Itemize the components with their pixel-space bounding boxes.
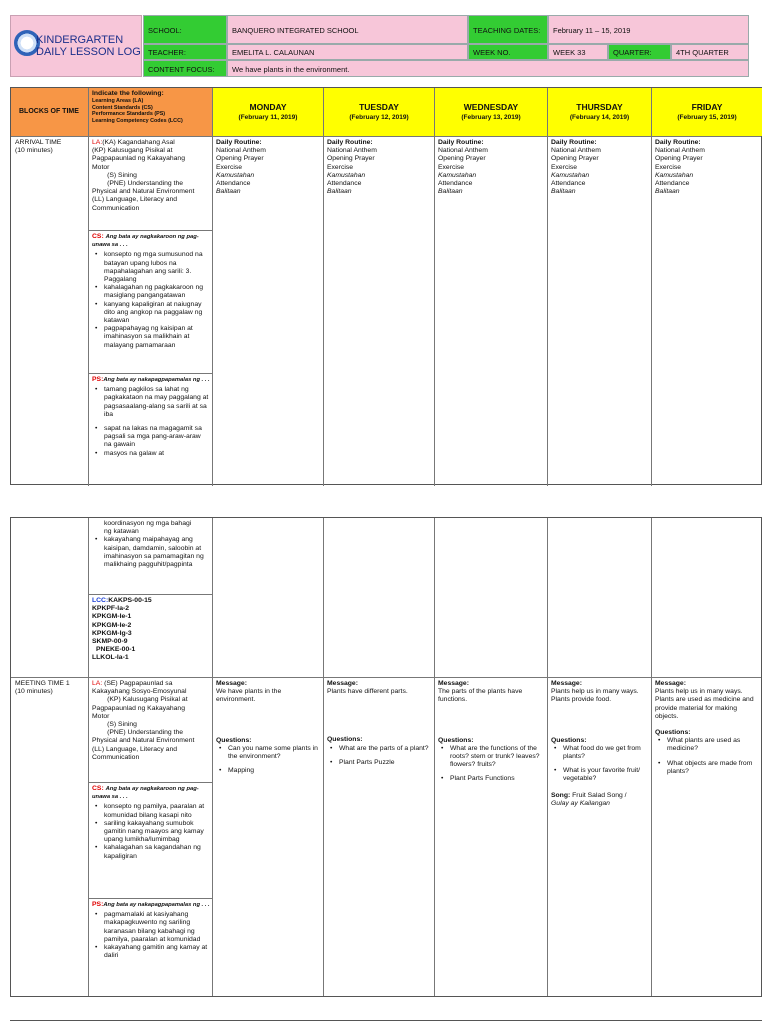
day-header-monday: [213, 88, 324, 136]
indicate-list: [92, 98, 183, 124]
cs-item: • sariling kakayahang sumubok gamitin nang maayos ang kamay upang lumikha/lumimbag: [92, 820, 210, 845]
routine-item: Attendance: [327, 180, 362, 188]
meeting-wednesday: [438, 680, 544, 784]
routine-title: Daily Routine:: [655, 139, 701, 146]
message-label: Message:: [438, 680, 469, 687]
continuation-line: koordinasyon ng mga bahagi: [104, 520, 192, 527]
song-title-alt: Gulay ay Kailangan: [551, 799, 610, 807]
cell-divider: [89, 898, 213, 899]
ps-item: • sapat na lakas na magagamit sa pagsali sa mga pang-araw-araw na gawain: [92, 425, 210, 450]
routine-item: Exercise: [655, 163, 682, 171]
routine-item: Exercise: [438, 163, 465, 171]
routine-title: Daily Routine:: [327, 139, 373, 146]
lcc-code: KAKPS-00-15: [108, 597, 152, 604]
question-item: • What plants are used as medicine?: [655, 737, 760, 753]
cs-item: • konsepto ng mga sumusunod na batayan upang lubos na mapahalagahan ang sarili: 3. Paggalang: [92, 251, 210, 284]
routine-item: Opening Prayer: [216, 155, 264, 163]
lcc-list: [92, 597, 210, 663]
day-header-thursday: [548, 88, 652, 136]
meeting-la: [92, 680, 212, 762]
block-duration: (10 minutes): [15, 688, 53, 696]
la-line: (KP) Kalusugang Pisikal at: [92, 696, 188, 704]
teaching-dates-value: February 11 – 15, 2019: [548, 15, 749, 44]
routine-item: Exercise: [216, 163, 243, 171]
routine-item: Exercise: [551, 163, 578, 171]
ps-item: • masyos na galaw at: [92, 450, 210, 458]
day-date: (February 11, 2019): [238, 114, 298, 121]
meeting-friday: [655, 680, 760, 776]
la-line: Physical and Natural Environment: [92, 737, 195, 745]
col-line: [11, 518, 89, 996]
routine-item: Balitaan: [438, 188, 463, 196]
message-text: Plants help us in many ways. Plants are used as medicine and provide material for making objects.: [655, 688, 754, 720]
teacher-label: TEACHER:: [143, 44, 227, 60]
cell-divider: [89, 230, 213, 231]
routine-thursday: [551, 139, 651, 196]
arrival-la: [92, 139, 212, 213]
activity-item: • Mapping: [216, 767, 320, 775]
cs-intro: Ang bata ay nagkakaroon ng pag-unawa sa . . .: [92, 786, 199, 801]
la-line: (LL) Language, Literacy and: [92, 196, 178, 204]
routine-item: Attendance: [655, 180, 690, 188]
cs-item: • kahalagahan ng pagkakaroon ng masiglang pangangatawan: [92, 284, 210, 300]
blocks-of-time-header: [11, 88, 89, 136]
message-label: Message:: [216, 680, 247, 687]
routine-item: Balitaan: [551, 188, 576, 196]
routine-item: National Anthem: [551, 147, 601, 155]
title-line-1: KINDERGARTEN: [36, 34, 124, 46]
routine-title: Daily Routine:: [438, 139, 484, 146]
la-line: Motor: [92, 163, 110, 171]
meeting-ps: [92, 901, 210, 960]
day-name: MONDAY: [249, 102, 287, 112]
question-item: • What are the functions of the roots? stem or trunk? leaves? flowers? fruits?: [438, 745, 544, 770]
question-item: • Can you name some plants in the environment?: [216, 745, 320, 761]
block-duration: (10 minutes): [15, 147, 53, 155]
arrival-time-label: [15, 139, 61, 155]
routine-item: Attendance: [551, 180, 586, 188]
header-row-teacher: [143, 44, 749, 60]
indicate-line: Learning Areas (LA): [92, 98, 144, 104]
ps-intro: Ang bata ay nakapagpapamalas ng . . .: [103, 377, 210, 383]
routine-item: Balitaan: [216, 188, 241, 196]
log-title: [36, 34, 141, 58]
meeting-monday: [216, 680, 320, 775]
lesson-table-page-1: [10, 87, 762, 485]
la-label: LA:: [92, 680, 103, 687]
row-divider: [11, 677, 761, 678]
cs-item: • kahalagahan sa kagandahan ng kapaligiran: [92, 844, 210, 860]
message-text: We have plants in the environment.: [216, 688, 282, 704]
day-name: FRIDAY: [691, 102, 723, 112]
routine-item: Opening Prayer: [438, 155, 486, 163]
day-header-tuesday: [324, 88, 435, 136]
routine-item: Opening Prayer: [655, 155, 703, 163]
blocks-of-time-label: BLOCKS OF TIME: [19, 108, 79, 115]
week-no-value: WEEK 33: [548, 44, 608, 60]
indicate-line: Learning Competency Codes (LCC): [92, 117, 183, 124]
la-line: Kakayahang Sosyo-Emosyunal: [92, 688, 187, 696]
routine-item: Attendance: [438, 180, 473, 188]
la-line: Communication: [92, 753, 140, 761]
questions-label: Questions:: [551, 736, 587, 744]
ps-label: PS:: [92, 376, 104, 383]
lesson-table-page-3-edge: [10, 1020, 762, 1024]
day-date: (February 13, 2019): [461, 114, 521, 121]
content-focus-label: CONTENT FOCUS:: [143, 60, 227, 77]
day-name: TUESDAY: [359, 102, 399, 112]
arrival-cs: [92, 233, 210, 350]
meeting-cs: [92, 785, 210, 861]
questions-label: Questions:: [655, 729, 691, 737]
ps-intro: Ang bata ay nakapagpapamalas ng . . .: [103, 902, 210, 908]
school-label: SCHOOL:: [143, 15, 227, 44]
routine-item: Opening Prayer: [327, 155, 375, 163]
title-line-2: DAILY LESSON LOG: [36, 46, 141, 58]
activity-item: • Plant Parts Puzzle: [327, 759, 431, 767]
la-line: Pagpapaunlad ng Kakayahang: [92, 704, 185, 712]
cs-label: CS:: [92, 233, 104, 240]
meeting-time-label: [15, 680, 70, 696]
questions-label: Questions:: [438, 736, 474, 744]
routine-title: Daily Routine:: [551, 139, 597, 146]
teaching-dates-label: TEACHING DATES:: [468, 15, 548, 44]
questions-label: Questions:: [327, 736, 363, 744]
la-line: Pagpapaunlad ng Kakayahang: [92, 155, 185, 163]
message-label: Message:: [655, 680, 686, 687]
cs-intro: Ang bata ay nagkakaroon ng pag-unawa sa . . .: [92, 234, 199, 249]
routine-item: Kamustahan: [438, 171, 477, 179]
routine-item: National Anthem: [327, 147, 377, 155]
la-label: LA:: [92, 139, 103, 146]
continuation-line: ng katawan: [104, 528, 139, 536]
message-text: Plants help us in many ways. Plants provide food.: [551, 688, 639, 704]
ps-item: • kakayahang gamitin ang kamay at daliri: [92, 944, 210, 960]
ps-item: • tamang pagkilos sa lahat ng pagkakataon na may paggalang at pagsasaalang-alang sa sarili at sa iba: [92, 386, 210, 419]
la-text: (SE) Pagpapaunlad sa: [104, 680, 173, 687]
meeting-tuesday: [327, 680, 431, 767]
routine-item: National Anthem: [655, 147, 705, 155]
lcc-code: KPKGM-Ie-1: [92, 613, 132, 621]
week-no-label: WEEK NO.: [468, 44, 548, 60]
lcc-code: KPKGM-Ie-2: [92, 621, 132, 629]
routine-item: Kamustahan: [655, 171, 694, 179]
cell-divider: [89, 373, 213, 374]
activity-item: • Plant Parts Functions: [438, 775, 544, 783]
question-item: • What objects are made from plants?: [655, 760, 760, 776]
lcc-code: LLKOL-Ia-1: [92, 654, 129, 662]
question-item: • What food do we get from plants?: [551, 745, 650, 761]
la-line: Physical and Natural Environment: [92, 188, 195, 196]
routine-item: Kamustahan: [216, 171, 255, 179]
song-label: Song:: [551, 791, 571, 799]
questions-label: Questions:: [216, 736, 252, 744]
lcc-code: PNEKE-00-1: [96, 646, 136, 654]
meeting-thursday: [551, 680, 650, 808]
question-item: • What are the parts of a plant?: [327, 745, 431, 753]
ps-item: • pagmamalaki at kasiyahang makapagkuwento ng sariling karanasan bilang kabahagi ng pamilya, paaralan at komunidad: [92, 911, 210, 944]
day-date: (February 12, 2019): [349, 114, 409, 121]
school-value: BANQUERO INTEGRATED SCHOOL: [227, 15, 468, 44]
day-header-wednesday: [435, 88, 548, 136]
routine-item: National Anthem: [216, 147, 266, 155]
day-date: (February 15, 2019): [677, 114, 737, 121]
la-line: (S) Sining: [92, 171, 137, 179]
cs-item: • kanyang kapaligiran at naiugnay dito ang angkop na paggalaw ng katawan: [92, 301, 210, 326]
la-line: (KP) Kalusugang Pisikal at: [92, 147, 173, 155]
cs-item: • konsepto ng pamilya, paaralan at komunidad bilang kasapi nito: [92, 803, 210, 819]
ps-continuation: [92, 520, 210, 569]
routine-friday: [655, 139, 760, 196]
routine-item: Balitaan: [655, 188, 680, 196]
message-label: Message:: [551, 680, 582, 687]
day-date: (February 14, 2019): [569, 114, 630, 121]
ps-label: PS:: [92, 901, 104, 908]
day-name: THURSDAY: [576, 102, 623, 112]
day-name: WEDNESDAY: [463, 102, 519, 112]
la-line: (LL) Language, Literacy and: [92, 745, 178, 753]
lcc-label: LCC:: [92, 597, 109, 604]
routine-item: National Anthem: [438, 147, 488, 155]
ps-item: • kakayahang maipahayag ang kaisipan, damdamin, saloobin at imahinasyon sa pamamagitan ng malikhaing pagguhit/pagpinta: [92, 536, 210, 569]
lcc-code: SKMP-00-9: [92, 638, 128, 646]
lcc-code: KPKGM-Ig-3: [92, 629, 132, 637]
la-line: Motor: [92, 712, 110, 720]
routine-item: Kamustahan: [327, 171, 366, 179]
la-line: Communication: [92, 204, 140, 212]
message-label: Message:: [327, 680, 358, 687]
la-line: (PNE) Understanding the: [92, 729, 184, 737]
teacher-value: EMELITA L. CALAUNAN: [227, 44, 468, 60]
arrival-ps: [92, 376, 210, 458]
day-header-friday: [652, 88, 762, 136]
lcc-code: KPKPF-Ia-2: [92, 605, 130, 613]
content-focus-value: We have plants in the environment.: [227, 60, 749, 77]
la-line: (PNE) Understanding the: [92, 180, 184, 188]
block-name: MEETING TIME 1: [15, 680, 70, 687]
routine-wednesday: [438, 139, 543, 196]
routine-monday: [216, 139, 321, 196]
cell-divider: [89, 594, 213, 595]
routine-title: Daily Routine:: [216, 139, 262, 146]
la-text: (KA) Kagandahang Asal: [102, 139, 175, 146]
indicate-header: [89, 88, 213, 136]
indicate-line: Performance Standards (PS): [92, 111, 166, 117]
header-row-school: [143, 15, 749, 44]
message-text: The parts of the plants have functions.: [438, 688, 523, 704]
routine-item: Balitaan: [327, 188, 352, 196]
quarter-value: 4TH QUARTER: [671, 44, 749, 60]
cs-label: CS:: [92, 785, 104, 792]
cell-divider: [89, 782, 213, 783]
song-title: Fruit Salad Song /: [572, 791, 627, 799]
cs-item: • pagpapahayag ng kaisipan at imahinasyon sa malikhain at malayang pamamaraan: [92, 325, 210, 350]
routine-item: Opening Prayer: [551, 155, 599, 163]
header-row-focus: [143, 60, 749, 77]
question-item: • What is your favorite fruit/ vegetable?: [551, 767, 650, 783]
routine-tuesday: [327, 139, 432, 196]
lesson-table-page-2: [10, 517, 762, 997]
indicate-line: Content Standards (CS): [92, 104, 153, 111]
routine-item: Kamustahan: [551, 171, 590, 179]
col-line: [11, 136, 89, 486]
routine-item: Exercise: [327, 163, 354, 171]
indicate-title: Indicate the following:: [92, 90, 164, 97]
quarter-label: QUARTER:: [608, 44, 671, 60]
la-line: (S) Sining: [92, 721, 137, 729]
block-name: ARRIVAL TIME: [15, 139, 62, 146]
routine-item: Attendance: [216, 180, 251, 188]
message-text: Plants have different parts.: [327, 688, 408, 696]
